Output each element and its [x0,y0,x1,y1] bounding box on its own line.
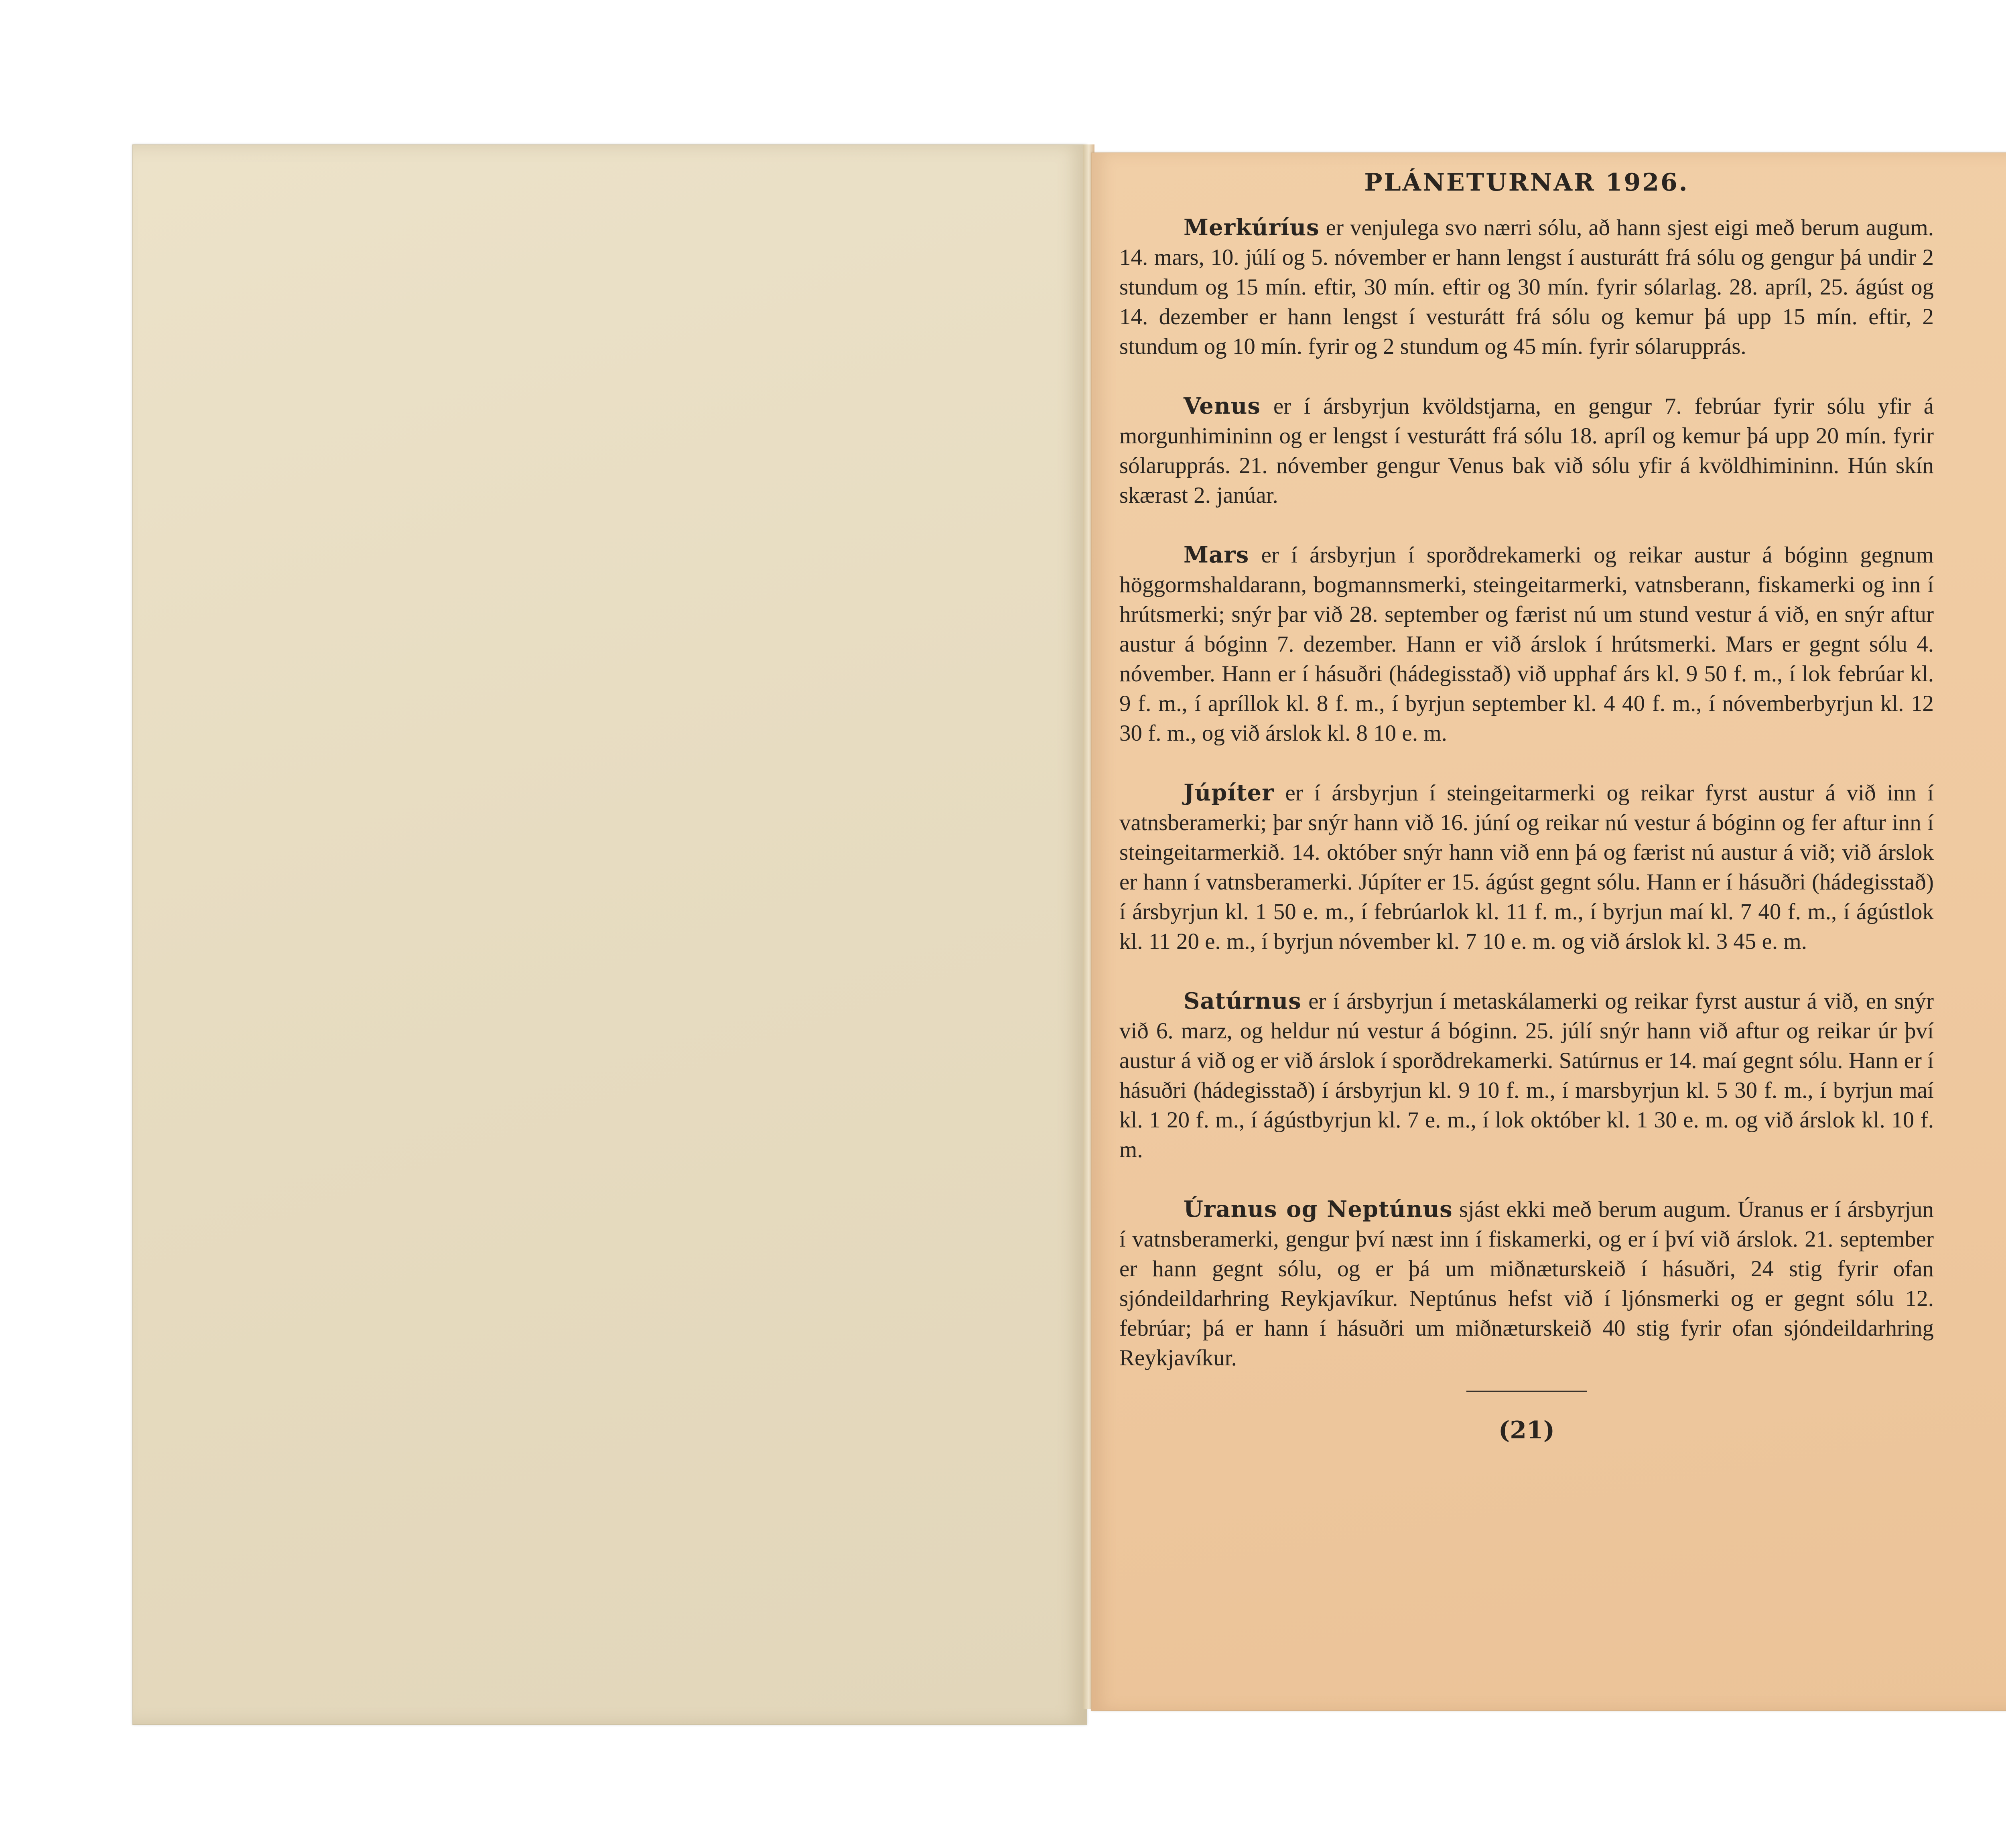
page-content [1119,169,1934,1444]
section-lead: Júpíter [1184,780,1274,806]
section-lead: Venus [1184,393,1261,419]
blank-left-page [132,144,1087,1725]
section-saturnus [1119,986,1934,1165]
section-uranus-neptunus [1119,1194,1934,1373]
section-lead: Satúrnus [1184,988,1301,1014]
section-text: er í ársbyrjun í sporðdrekamerki og reikar austur á bóginn gegnum höggormshaldarann, bogmannsmerki, steingeitarmerki, vatnsberann, fiskamerki og inn í hrútsmerki; snýr þar við 28. september og færist nú um stund vestur á við, en snýr aftur austur á bóginn 7. dezember. Hann er við árslok í hrútsmerki. Mars er gegnt sólu 4. nóvember. Hann er í hásuðri (hádegisstað) við upphaf árs kl. 9 50 f. m., í lok febrúar kl. 9 f. m., í apríllok kl. 8 f. m., í byrjun september kl. 4 40 f. m., í nóvemberbyrjun kl. 12 30 f. m., og við árslok kl. 8 10 e. m. [1119,542,1934,746]
section-text: er í ársbyrjun kvöldstjarna, en gengur 7. febrúar fyrir sólu yfir á morgunhimininn og er lengst í vesturátt frá sólu 18. apríl og kemur þá upp 20 mín. fyrir sólarupprás. 21. nóvember gengur Venus bak við sólu yfir á kvöldhimininn. Hún skín skærast 2. janúar. [1119,394,1934,508]
section-lead: Úranus og Neptúnus [1184,1196,1453,1223]
section-merkurius [1119,213,1934,361]
section-venus [1119,391,1934,510]
page-number: (21) [1498,1416,1555,1444]
divider-rule [1466,1391,1587,1392]
section-text: sjást ekki með berum augum. Úranus er í ársbyrjun í vatnsberamerki, gengur því næst inn í fiskamerki, og er í því við árslok. 21. september er hann gegnt sólu, og er þá um miðnæturskeið í hásuðri, 24 stig fyrir ofan sjóndeildarhring Reykjavíkur. Neptúnus hefst við í ljónsmerki og er gegnt sólu 12. febrúar; þá er hann í hásuðri um miðnæturskeið 40 stig fyrir ofan sjóndeildarhring Reykjavíkur. [1119,1197,1934,1371]
section-lead: Mars [1184,542,1249,568]
section-text: er venjulega svo nærri sólu, að hann sjest eigi með berum augum. 14. mars, 10. júlí og 5. nóvember er hann lengst í austurátt frá sólu og gengur þá undir 2 stundum og 15 mín. eftir, 30 mín. eftir og 30 mín. fyrir sólarlag. 28. apríl, 25. ágúst og 14. dezember er hann lengst í vesturátt frá sólu og kemur þá upp 15 mín. eftir, 2 stundum og 10 mín. fyrir og 2 stundum og 45 mín. fyrir sólarupprás. [1119,215,1934,359]
section-mars [1119,540,1934,748]
section-jupiter [1119,778,1934,956]
section-text: er í ársbyrjun í metaskálamerki og reikar fyrst austur á við, en snýr við 6. marz, og heldur nú vestur á bóginn. 25. júlí snýr hann við aftur og reikar úr því austur á við og er við árslok í sporðdrekamerki. Satúrnus er 14. maí gegnt sólu. Hann er í hásuðri (hádegisstað) í ársbyrjun kl. 9 10 f. m., í marsbyrjun kl. 5 30 f. m., í byrjun maí kl. 1 20 f. m., í ágústbyrjun kl. 7 e. m., í lok október kl. 1 30 e. m. og við árslok kl. 10 f. m. [1119,989,1934,1162]
section-lead: Merkúríus [1184,214,1320,241]
section-text: er í ársbyrjun í steingeitarmerki og reikar fyrst austur á við inn í vatnsberamerki; þar snýr hann við 16. júní og reikar nú vestur á bóginn og fer aftur inn í steingeitarmerkið. 14. október snýr hann við enn þá og færist nú austur á við; við árslok er hann í vatnsberamerki. Júpíter er 15. ágúst gegnt sólu. Hann er í hásuðri (hádegisstað) í ársbyrjun kl. 1 50 e. m., í febrúarlok kl. 11 f. m., í byrjun maí kl. 7 40 f. m., í ágústlok kl. 11 20 e. m., í byrjun nóvember kl. 7 10 e. m. og við árslok kl. 3 45 e. m. [1119,780,1934,954]
page-title: PLÁNETURNAR 1926. [1364,169,1689,197]
